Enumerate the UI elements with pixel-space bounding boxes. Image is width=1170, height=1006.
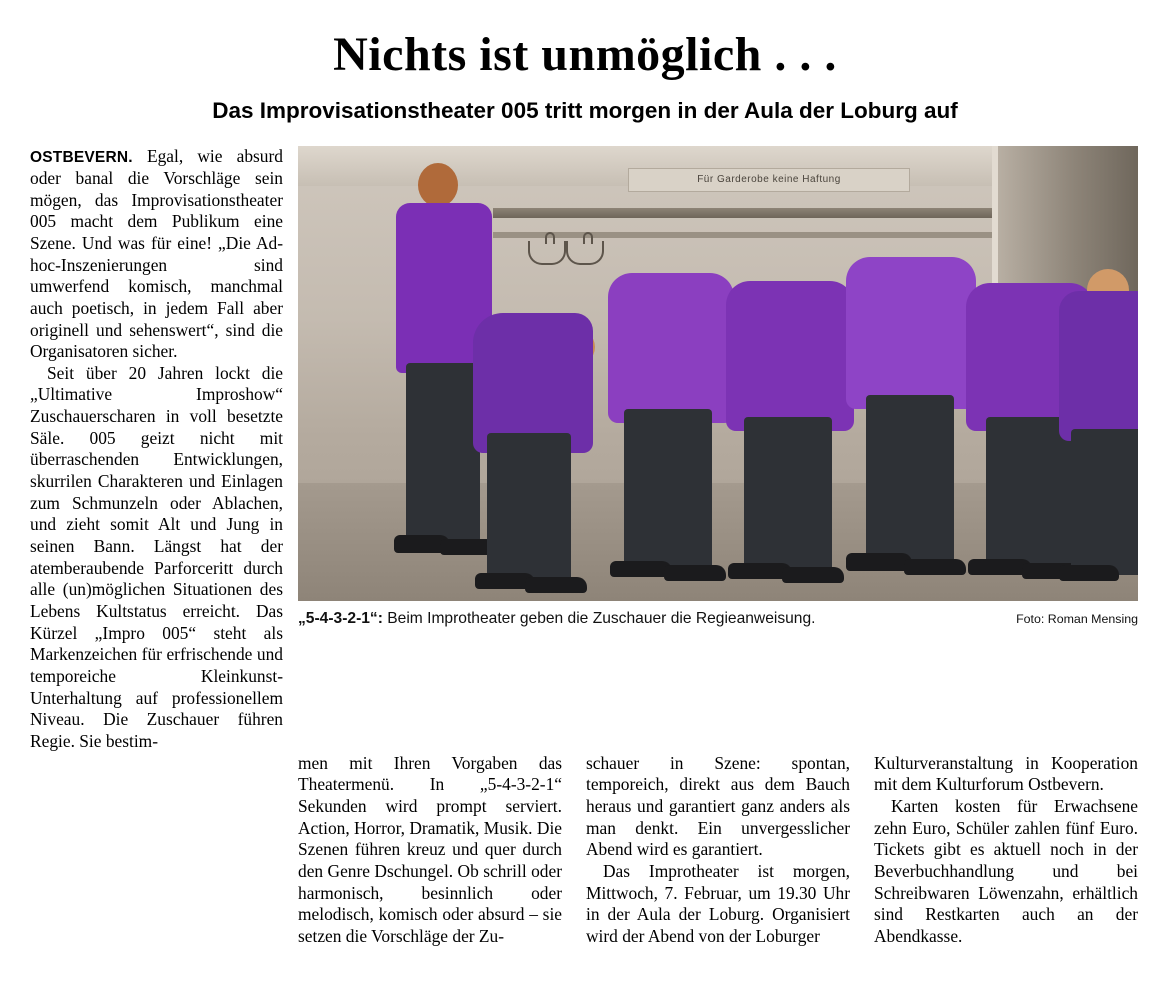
paragraph: Karten kosten für Erwachsene zehn Euro, Schüler zahlen fünf Euro. Tickets gibt es aktuell noch in der Beverbuchhandlung und bei Schreibwaren Löwenzahn, erhältlich sind Restkarten auch an der Abendkasse. — [874, 795, 1138, 946]
photo-caption — [298, 610, 1138, 628]
caption-body: Beim Improtheater geben die Zuschauer die Regieanweisung. — [382, 610, 816, 628]
paragraph: men mit Ihren Vorgaben das Theatermenü. In „5-4-3-2-1“ Sekunden wird prompt serviert. Action, Horror, Dramatik, Musik. Die Szenen führen kreuz und quer durch den Genre Dschungel. Ob schrill oder harmonisch, besinnlich oder melodisch, komisch oder absurd – sie setzen die Vorschläge der Zu- — [298, 752, 562, 946]
caption-lead: „5-4-3-2-1“: — [298, 610, 383, 628]
paragraph: Seit über 20 Jahren lockt die „Ultimative Improshow“ Zuschauerscharen in voll besetzte Säle. 005 geizt nicht mit überraschenden Entwicklungen, skurrilen Charakteren und Einlagen zum Schmunzeln oder Ablachen, und zieht somit Alt und Jung in seinen Bann. Längst hat der atemberaubende Parforceritt durch alle (un)möglichen Situationen des Lebens Kultstatus erreicht. Das Kürzel „Impro 005“ steht als Markenzeichen für erfrischende und temporeiche Kleinkunst-Unterhaltung auf professionellem Niveau. Die Zuschauer führen Regie. Sie bestim- — [30, 362, 283, 751]
column-4 — [874, 753, 1138, 948]
paragraph: Das Improtheater ist morgen, Mittwoch, 7. Februar, um 19.30 Uhr in der Aula der Loburg. Organisiert wird der Abend von der Loburger — [586, 860, 850, 946]
article-photo — [298, 146, 1138, 601]
caption-text — [298, 610, 815, 628]
page-subtitle: Das Improvisationstheater 005 tritt morgen in der Aula der Loburg auf — [212, 98, 958, 124]
photo-block — [298, 146, 1138, 628]
column-2 — [298, 753, 562, 948]
lower-columns — [298, 753, 1138, 948]
column-1 — [30, 146, 283, 752]
photo-credit: Foto: Roman Mensing — [1016, 612, 1138, 627]
page-title: Nichts ist unmöglich . . . — [333, 28, 837, 81]
cloakroom-sign: Für Garderobe keine Haftung — [628, 168, 910, 192]
performer — [1053, 233, 1138, 583]
dateline: OSTBEVERN. — [30, 149, 133, 167]
paragraph-text: Egal, wie absurd oder banal die Vorschläge sein mögen, das Improvisationstheater 005 macht dem Publikum eine Szene. Und was für eine! „Die Ad-hoc-Inszenierungen sind umwerfend komisch, manchmal auch poetisch, in jedem Fall aber originell und sehenswert“, sind die Organisatoren sicher. — [30, 146, 283, 362]
article-body — [30, 146, 1140, 947]
column-3 — [586, 753, 850, 948]
paragraph — [30, 146, 283, 363]
newspaper-page — [0, 30, 1170, 1006]
paragraph: Kulturveranstaltung in Kooperation mit dem Kulturforum Ostbevern. — [874, 752, 1138, 795]
paragraph: schauer in Szene: spontan, temporeich, direkt aus dem Bauch heraus und garantiert ganz anders als man denkt. Ein unvergesslicher Abend wird es garantiert. — [586, 752, 850, 860]
